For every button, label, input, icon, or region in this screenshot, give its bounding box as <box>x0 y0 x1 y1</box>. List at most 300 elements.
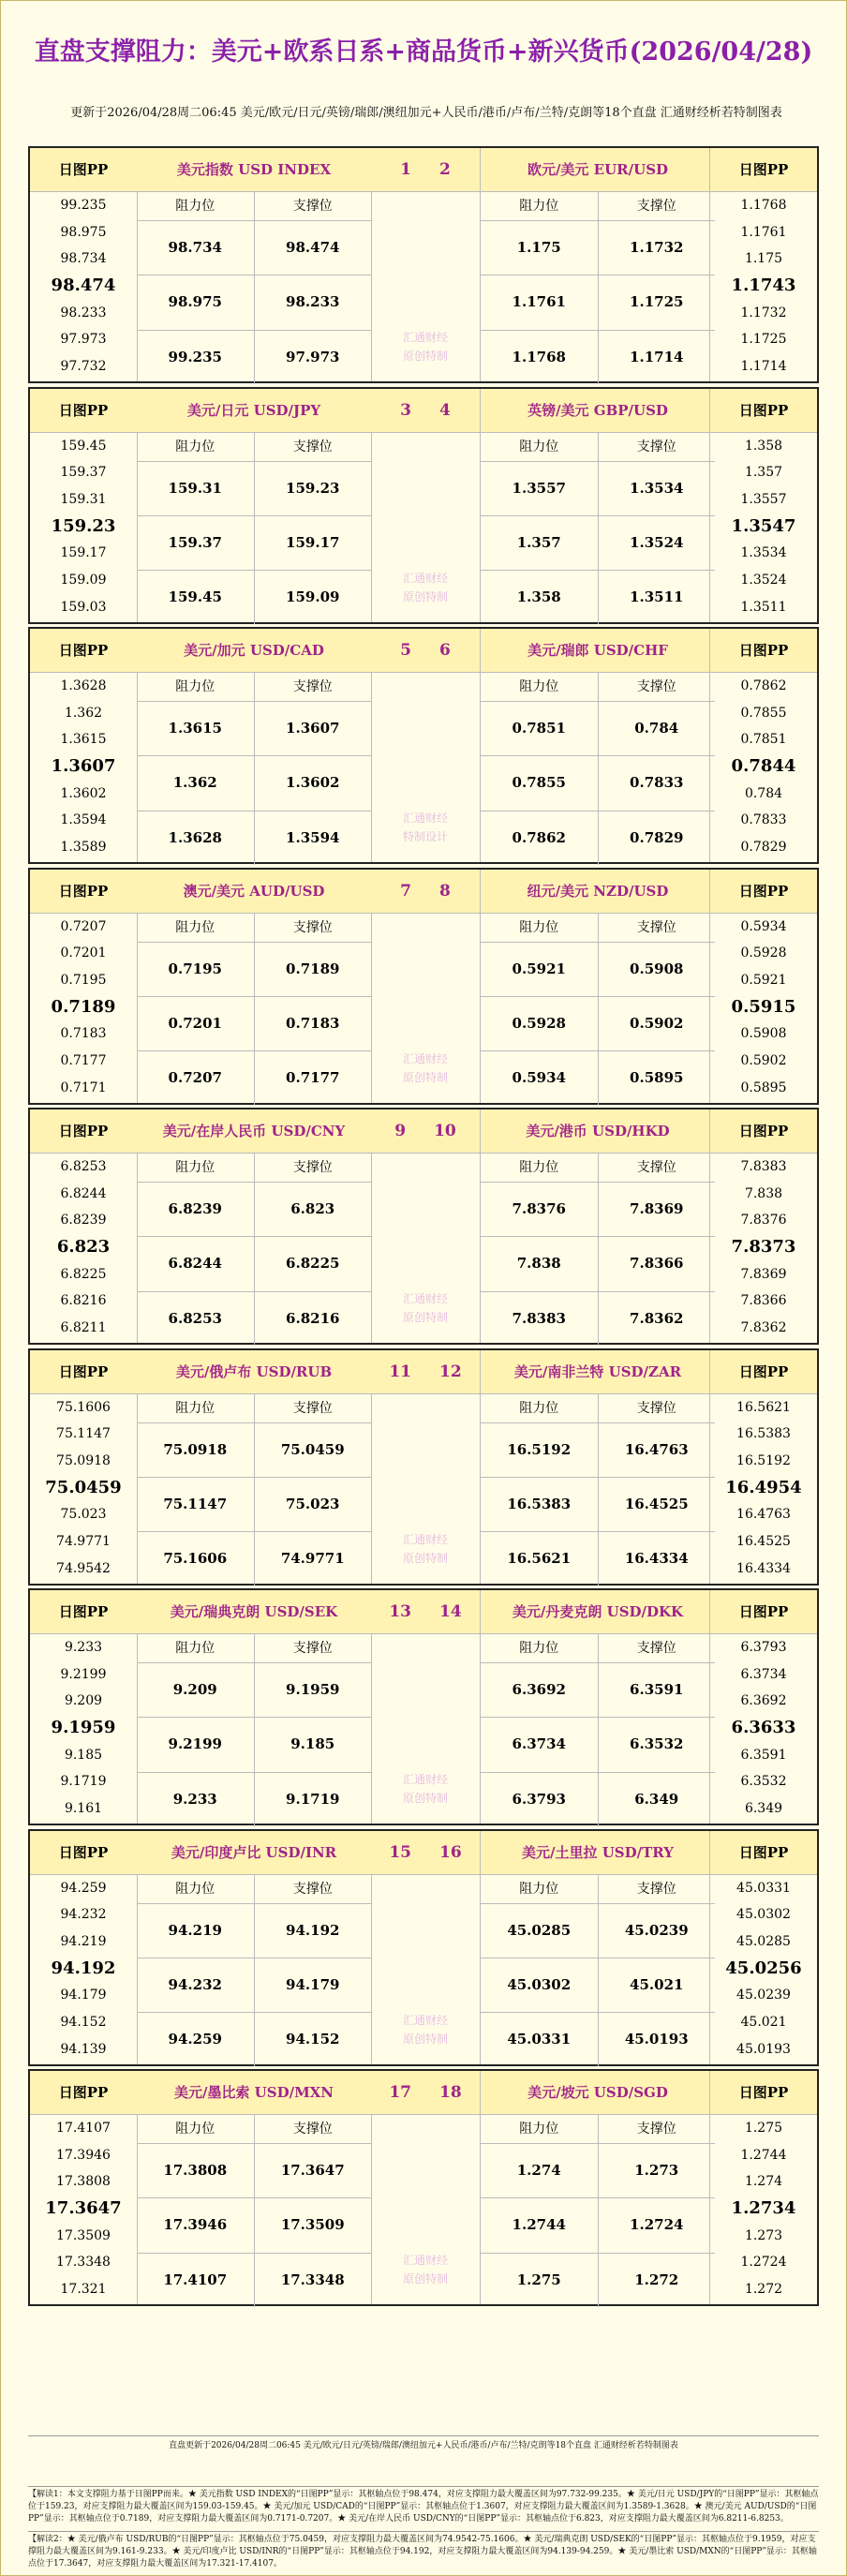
resistance-value: 17.3808 <box>137 2144 255 2197</box>
pair-number-right: 4 <box>439 400 451 420</box>
pp-level: 45.0239 <box>736 1988 791 2003</box>
pp-header: 日图PP <box>710 2071 817 2115</box>
pair-number-right: 18 <box>439 2083 462 2102</box>
section-index <box>371 389 480 622</box>
resistance-header: 阻力位 <box>481 2115 599 2143</box>
pp-level: 159.37 <box>60 465 107 481</box>
pp-level: 75.0918 <box>56 1452 111 1468</box>
pp-level: 74.9771 <box>56 1533 111 1549</box>
support-value: 0.7189 <box>286 960 340 977</box>
pp-level: 17.3647 <box>45 2198 122 2219</box>
resistance-value: 16.5192 <box>481 1423 599 1477</box>
resistance-value: 6.8244 <box>137 1237 255 1290</box>
pp-level: 1.273 <box>744 2227 783 2243</box>
resistance-value: 1.175 <box>481 221 599 275</box>
support-value: 1.2724 <box>630 2216 684 2234</box>
support-value: 98.233 <box>286 293 340 311</box>
pp-level: 94.232 <box>60 1907 107 1923</box>
pp-level: 74.9542 <box>56 1560 111 1576</box>
update-note: 直盘更新于2026/04/28周二06:45 美元/欧元/日元/英镑/瑞郎/澳纽加元+人民币/港币/卢布/兰特/克朗等18个直盘 汇通财经析若特制图表 <box>28 2435 819 2452</box>
pp-level: 0.5921 <box>740 972 787 988</box>
support-value: 159.23 <box>286 479 340 497</box>
column-headers <box>481 1634 715 1663</box>
level-row <box>137 1958 371 2013</box>
pair-number-right: 2 <box>439 160 451 179</box>
pp-level: 9.185 <box>64 1747 103 1763</box>
resistance-value: 1.357 <box>481 516 599 570</box>
resistance-value: 9.233 <box>137 1773 255 1826</box>
resistance-header: 阻力位 <box>481 1634 599 1662</box>
level-row <box>481 1183 715 1237</box>
pp-level: 0.7829 <box>740 840 787 856</box>
support-value: 6.349 <box>634 1790 679 1808</box>
column-headers <box>137 1394 371 1423</box>
support-value: 159.09 <box>286 588 340 606</box>
resistance-header: 阻力位 <box>137 914 255 942</box>
pair-name: 纽元/美元 NZD/USD <box>481 870 715 914</box>
pair-panel-left <box>137 1350 372 1584</box>
pp-level: 94.152 <box>60 2014 107 2030</box>
pp-level: 1.3607 <box>51 756 116 777</box>
resistance-value: 159.31 <box>137 462 255 515</box>
pair-number-right: 12 <box>439 1362 462 1381</box>
pp-level: 0.5928 <box>740 946 787 961</box>
resistance-value: 1.3628 <box>137 812 255 865</box>
support-value: 1.1714 <box>630 348 684 365</box>
pp-column-left <box>30 389 138 622</box>
level-row <box>137 516 371 571</box>
level-row <box>137 1532 371 1586</box>
pp-level: 0.7177 <box>60 1052 107 1068</box>
pp-level: 6.8244 <box>60 1185 107 1201</box>
pp-level: 6.3793 <box>740 1640 787 1655</box>
pair-number-right: 10 <box>434 1122 456 1140</box>
pp-level: 6.8253 <box>60 1159 107 1174</box>
pp-level: 9.2199 <box>60 1666 107 1682</box>
pp-level: 1.1768 <box>740 198 787 213</box>
watermark: 汇通财经 特制设计 <box>402 812 448 843</box>
support-value: 1.272 <box>634 2271 679 2288</box>
support-value: 0.7833 <box>630 774 684 792</box>
pp-level: 16.5383 <box>736 1426 791 1442</box>
support-value: 0.784 <box>634 720 679 737</box>
resistance-value: 6.3692 <box>481 1663 599 1717</box>
resistance-value: 0.5921 <box>481 943 599 996</box>
pp-level: 7.8373 <box>731 1237 796 1258</box>
pp-level: 159.31 <box>60 491 107 507</box>
pair-number-right: 8 <box>439 881 451 901</box>
pp-level: 0.7855 <box>740 705 787 721</box>
pp-level: 159.23 <box>51 515 116 536</box>
pp-level: 9.1959 <box>51 1718 116 1738</box>
resistance-header: 阻力位 <box>137 2115 255 2143</box>
column-headers <box>481 673 715 702</box>
pp-level: 98.474 <box>51 275 116 296</box>
support-header: 支撑位 <box>292 919 333 935</box>
pair-name: 美元/坡元 USD/SGD <box>481 2071 715 2115</box>
support-value: 75.0459 <box>280 1440 345 1458</box>
pair-name: 美元/港币 USD/HKD <box>481 1109 715 1154</box>
level-row <box>481 1904 715 1958</box>
resistance-header: 阻力位 <box>137 1154 255 1182</box>
pp-column-left <box>30 1350 138 1584</box>
column-headers <box>481 1875 715 1904</box>
support-value: 9.1959 <box>286 1681 340 1698</box>
resistance-value: 45.0302 <box>481 1958 599 2012</box>
pp-level: 1.3594 <box>60 812 107 828</box>
level-row <box>137 943 371 997</box>
pp-level: 1.3547 <box>731 515 796 536</box>
resistance-value: 94.232 <box>137 1958 255 2012</box>
level-row <box>137 221 371 275</box>
support-value: 0.5895 <box>630 1069 684 1087</box>
resistance-value: 0.5934 <box>481 1051 599 1105</box>
support-value: 75.023 <box>286 1495 340 1512</box>
pp-level: 6.8211 <box>60 1320 107 1336</box>
pp-level: 0.7833 <box>740 812 787 828</box>
resistance-value: 9.209 <box>137 1663 255 1717</box>
pp-level: 1.3524 <box>740 572 787 588</box>
pp-level: 159.03 <box>60 599 107 615</box>
pp-level: 6.8239 <box>60 1213 107 1228</box>
pp-level: 1.3557 <box>740 491 787 507</box>
support-value: 16.4525 <box>624 1495 689 1512</box>
pp-level: 94.192 <box>51 1958 116 1978</box>
resistance-value: 94.259 <box>137 2013 255 2066</box>
pp-header: 日图PP <box>710 1109 817 1154</box>
pp-level: 45.0285 <box>736 1933 791 1949</box>
support-value: 159.17 <box>286 533 340 551</box>
resistance-value: 45.0285 <box>481 1904 599 1958</box>
pp-header: 日图PP <box>30 148 137 192</box>
level-row <box>137 275 371 330</box>
support-value: 1.3511 <box>630 588 684 606</box>
support-header: 支撑位 <box>636 1400 676 1416</box>
pp-level: 0.5934 <box>740 918 787 934</box>
pair-panel-right <box>480 148 715 381</box>
pp-header: 日图PP <box>710 1590 817 1634</box>
pp-header: 日图PP <box>710 1831 817 1875</box>
pp-level: 98.975 <box>60 224 107 240</box>
support-value: 0.7183 <box>286 1014 340 1032</box>
pp-level: 16.4525 <box>736 1533 791 1549</box>
pp-level: 7.8376 <box>740 1213 787 1228</box>
pp-column-left <box>30 1109 138 1343</box>
pair-number-left: 17 <box>389 2083 411 2102</box>
interpretation-note-2: 【解读2：★ 美元/俄卢布 USD/RUB的“日图PP”显示：其枢轴点位于75.0459，对应支撑阻力最大覆盖区间为74.9542-75.1606。★ 美元/瑞典克朗 USD/SEK的“日图PP”显示：其枢轴点位于9.1959，对应支撑阻力最大覆盖区间为9.161-9.233。★ 美元/印度卢比 USD/INR的“日图PP”显示：其枢轴点位于94.192，对应支撑阻力最大覆盖区间为94.139-94.259。★ 美元/墨比索 USD/MXN的“日图PP”显示：其枢轴点位于17.3647，对应支撑阻力最大覆盖区间为17.321-17.4107。 <box>28 2531 819 2570</box>
level-row <box>481 943 715 997</box>
pp-level: 1.274 <box>744 2174 783 2190</box>
resistance-value: 1.1761 <box>481 275 599 329</box>
pp-level: 0.7171 <box>60 1080 107 1095</box>
level-row <box>137 331 371 384</box>
support-value: 6.8216 <box>286 1309 340 1327</box>
support-value: 16.4334 <box>624 1550 689 1568</box>
support-value: 0.7829 <box>630 828 684 846</box>
watermark: 汇通财经 原创特制 <box>402 2254 448 2286</box>
support-header: 支撑位 <box>636 679 676 694</box>
pair-panel-right <box>480 1350 715 1584</box>
column-headers <box>137 1875 371 1904</box>
support-header: 支撑位 <box>292 1160 333 1175</box>
resistance-header: 阻力位 <box>481 1875 599 1903</box>
pair-section-3 <box>28 627 819 864</box>
pp-level: 75.023 <box>60 1507 107 1523</box>
support-value: 7.8366 <box>630 1255 684 1273</box>
resistance-header: 阻力位 <box>137 192 255 220</box>
pair-panel-right <box>480 1590 715 1824</box>
pair-number-left: 11 <box>389 1362 411 1381</box>
pp-level: 159.09 <box>60 572 107 588</box>
support-header: 支撑位 <box>636 2122 676 2137</box>
resistance-value: 98.975 <box>137 275 255 329</box>
support-value: 6.823 <box>290 1200 335 1217</box>
resistance-value: 1.275 <box>481 2254 599 2307</box>
pp-level: 1.3602 <box>60 785 107 801</box>
pp-level: 7.838 <box>744 1185 783 1201</box>
column-headers <box>137 1634 371 1663</box>
support-value: 0.5902 <box>630 1014 684 1032</box>
support-header: 支撑位 <box>292 199 333 214</box>
watermark: 汇通财经 原创特制 <box>402 331 448 363</box>
pp-level: 45.0193 <box>736 2041 791 2057</box>
resistance-value: 16.5621 <box>481 1532 599 1586</box>
pp-level: 99.235 <box>60 198 107 213</box>
support-value: 74.9771 <box>280 1550 345 1568</box>
pp-level: 17.3348 <box>56 2255 111 2271</box>
support-value: 1.273 <box>634 2162 679 2179</box>
pair-panel-left <box>137 1590 372 1824</box>
pp-level: 9.209 <box>64 1693 103 1709</box>
support-header: 支撑位 <box>636 199 676 214</box>
pair-section-4 <box>28 868 819 1105</box>
pp-level: 1.358 <box>744 438 783 454</box>
resistance-value: 0.7862 <box>481 812 599 865</box>
pp-header: 日图PP <box>710 870 817 914</box>
pair-panel-left <box>137 1831 372 2064</box>
pair-section-2 <box>28 387 819 624</box>
pair-section-9 <box>28 2069 819 2306</box>
pp-level: 9.233 <box>64 1640 103 1655</box>
pair-section-5 <box>28 1108 819 1345</box>
pp-column-right <box>709 148 817 381</box>
pp-level: 0.7195 <box>60 972 107 988</box>
level-row <box>481 1718 715 1772</box>
support-header: 支撑位 <box>292 439 333 454</box>
pp-column-right <box>709 1350 817 1584</box>
pp-level: 16.5192 <box>736 1452 791 1468</box>
pair-name: 美元/加元 USD/CAD <box>137 629 371 673</box>
column-headers <box>137 1154 371 1183</box>
resistance-value: 7.8376 <box>481 1183 599 1236</box>
pair-number-right: 16 <box>439 1842 462 1862</box>
pp-level: 6.349 <box>744 1801 783 1817</box>
resistance-value: 16.5383 <box>481 1478 599 1531</box>
pp-level: 1.2734 <box>731 2198 796 2219</box>
level-row <box>481 1292 715 1346</box>
support-value: 45.0239 <box>624 1921 689 1939</box>
level-row <box>481 1663 715 1718</box>
watermark: 汇通财经 原创特制 <box>402 1532 448 1565</box>
pair-panel-right <box>480 389 715 622</box>
pp-level: 7.8369 <box>740 1266 787 1282</box>
pp-header: 日图PP <box>710 148 817 192</box>
support-value: 1.1725 <box>630 293 684 311</box>
resistance-value: 6.3734 <box>481 1718 599 1771</box>
pp-level: 1.3589 <box>60 840 107 856</box>
level-row <box>481 2254 715 2307</box>
pair-name: 美元/瑞典克朗 USD/SEK <box>137 1590 371 1634</box>
support-header: 支撑位 <box>292 1881 333 1897</box>
pp-level: 94.179 <box>60 1988 107 2003</box>
resistance-header: 阻力位 <box>481 914 599 942</box>
level-row <box>137 571 371 624</box>
pp-level: 0.5902 <box>740 1052 787 1068</box>
pp-level: 1.3615 <box>60 732 107 748</box>
level-row <box>137 812 371 865</box>
pp-level: 75.1606 <box>56 1399 111 1415</box>
pair-panel-left <box>137 148 372 381</box>
pp-header: 日图PP <box>30 1831 137 1875</box>
level-row <box>481 2013 715 2066</box>
support-value: 17.3509 <box>280 2216 345 2234</box>
resistance-value: 75.1147 <box>137 1478 255 1531</box>
support-value: 6.3532 <box>630 1735 684 1753</box>
pp-level: 6.823 <box>56 1237 111 1258</box>
column-headers <box>137 433 371 462</box>
section-index <box>371 1590 480 1824</box>
pp-level: 0.7844 <box>731 756 796 777</box>
support-value: 0.7177 <box>286 1069 340 1087</box>
pp-level: 9.1719 <box>60 1774 107 1790</box>
resistance-value: 0.5928 <box>481 997 599 1050</box>
resistance-value: 94.219 <box>137 1904 255 1958</box>
resistance-value: 6.3793 <box>481 1773 599 1826</box>
pp-column-right <box>709 1590 817 1824</box>
support-value: 1.3602 <box>286 774 340 792</box>
pp-level: 75.1147 <box>56 1426 111 1442</box>
column-headers <box>137 2115 371 2144</box>
support-value: 94.192 <box>286 1921 340 1939</box>
pp-level: 1.1761 <box>740 224 787 240</box>
pp-level: 6.3633 <box>731 1718 796 1738</box>
level-row <box>481 275 715 330</box>
pp-level: 0.7183 <box>60 1026 107 1042</box>
resistance-header: 阻力位 <box>481 673 599 701</box>
resistance-value: 0.7851 <box>481 702 599 755</box>
support-value: 45.0193 <box>624 2031 689 2048</box>
level-row <box>137 2198 371 2253</box>
level-row <box>137 1183 371 1237</box>
pair-number-left: 1 <box>400 160 411 179</box>
pair-name: 澳元/美元 AUD/USD <box>137 870 371 914</box>
resistance-header: 阻力位 <box>137 1394 255 1422</box>
pp-level: 159.45 <box>60 438 107 454</box>
support-header: 支撑位 <box>292 2122 333 2137</box>
pair-name: 欧元/美元 EUR/USD <box>481 148 715 192</box>
pp-header: 日图PP <box>30 1350 137 1394</box>
level-row <box>137 1718 371 1772</box>
support-header: 支撑位 <box>292 1641 333 1656</box>
resistance-header: 阻力位 <box>137 673 255 701</box>
pp-level: 1.275 <box>744 2121 783 2136</box>
level-row <box>137 2254 371 2307</box>
pp-level: 1.1743 <box>731 275 796 296</box>
pp-level: 1.3511 <box>740 599 787 615</box>
pair-number-left: 9 <box>394 1122 407 1140</box>
support-value: 9.185 <box>290 1735 335 1753</box>
resistance-value: 17.3946 <box>137 2198 255 2252</box>
pp-column-left <box>30 2071 138 2304</box>
resistance-value: 99.235 <box>137 331 255 384</box>
pair-name: 美元/印度卢比 USD/INR <box>137 1831 371 1875</box>
resistance-header: 阻力位 <box>481 1394 599 1422</box>
pair-section-7 <box>28 1588 819 1825</box>
watermark: 汇通财经 原创特制 <box>402 1051 448 1084</box>
support-value: 98.474 <box>286 239 340 256</box>
resistance-header: 阻力位 <box>481 1154 599 1182</box>
support-value: 17.3647 <box>280 2162 345 2179</box>
resistance-value: 0.7207 <box>137 1051 255 1105</box>
pp-level: 0.7189 <box>51 996 116 1017</box>
support-value: 97.973 <box>286 348 340 365</box>
support-value: 1.3534 <box>630 479 684 497</box>
pp-level: 6.3734 <box>740 1666 787 1682</box>
pp-level: 94.259 <box>60 1880 107 1896</box>
pair-panel-left <box>137 629 372 862</box>
pair-name: 美元指数 USD INDEX <box>137 148 371 192</box>
pp-level: 0.784 <box>744 785 783 801</box>
section-index <box>371 870 480 1103</box>
pp-column-left <box>30 1590 138 1824</box>
pp-header: 日图PP <box>30 389 137 433</box>
resistance-header: 阻力位 <box>481 192 599 220</box>
pair-name: 英镑/美元 GBP/USD <box>481 389 715 433</box>
pp-column-left <box>30 629 138 862</box>
section-index <box>371 629 480 862</box>
pair-name: 美元/土里拉 USD/TRY <box>481 1831 715 1875</box>
pp-level: 0.5915 <box>731 996 796 1017</box>
pp-column-right <box>709 629 817 862</box>
resistance-value: 0.7855 <box>481 756 599 810</box>
level-row <box>137 1292 371 1346</box>
support-value: 17.3348 <box>280 2271 345 2288</box>
resistance-header: 阻力位 <box>137 1634 255 1662</box>
level-row <box>137 1051 371 1105</box>
pp-level: 45.0331 <box>736 1880 791 1896</box>
support-value: 1.1732 <box>630 239 684 256</box>
support-header: 支撑位 <box>292 679 333 694</box>
resistance-value: 0.7201 <box>137 997 255 1050</box>
level-row <box>137 702 371 756</box>
pp-level: 17.321 <box>60 2282 107 2298</box>
pp-level: 17.3946 <box>56 2147 111 2163</box>
pair-name: 美元/南非兰特 USD/ZAR <box>481 1350 715 1394</box>
resistance-header: 阻力位 <box>137 1875 255 1903</box>
support-value: 0.5908 <box>630 960 684 977</box>
pp-column-left <box>30 870 138 1103</box>
pair-name: 美元/瑞郎 USD/CHF <box>481 629 715 673</box>
level-row <box>137 1773 371 1826</box>
support-value: 94.152 <box>286 2031 340 2048</box>
resistance-value: 7.838 <box>481 1237 599 1290</box>
pair-panel-right <box>480 1109 715 1343</box>
pp-level: 16.5621 <box>736 1399 791 1415</box>
pp-level: 1.175 <box>744 251 783 267</box>
pair-number-left: 3 <box>400 400 411 420</box>
pp-level: 98.233 <box>60 305 107 320</box>
support-header: 支撑位 <box>636 1881 676 1897</box>
